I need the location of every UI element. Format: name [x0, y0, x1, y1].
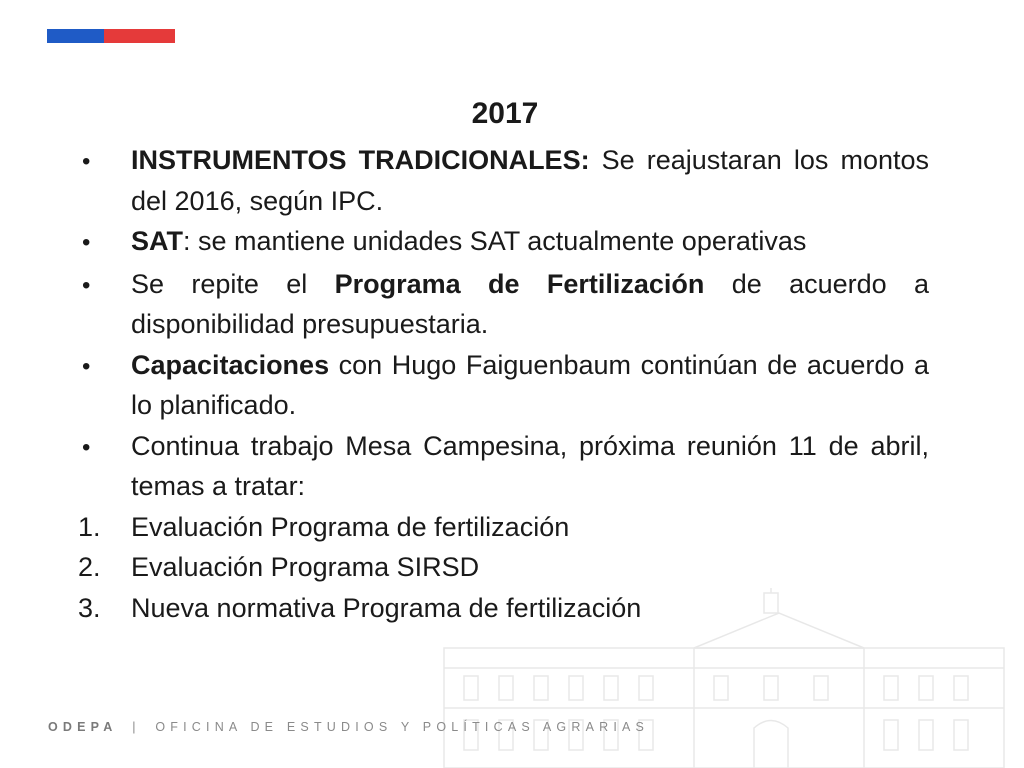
- footer-text: OFICINA DE ESTUDIOS Y POLÍTICAS AGRARIAS: [155, 720, 650, 734]
- bold-text: Programa de Fertilización: [334, 268, 705, 299]
- bold-text: INSTRUMENTOS TRADICIONALES:: [131, 145, 590, 175]
- list-number: 3.: [78, 592, 101, 623]
- list-item: [78, 140, 929, 221]
- list-item-text: [131, 345, 929, 426]
- bullet-dot-icon: •: [82, 352, 91, 380]
- list-item-text: [131, 547, 929, 588]
- list-item-text: [131, 588, 929, 629]
- bullet-dot-icon: •: [82, 433, 91, 461]
- text-run: Se reajustaran los montos del 2016, según IPC.: [131, 145, 929, 216]
- list-item-text: [131, 221, 929, 262]
- footer-brand: ODEPA: [48, 720, 118, 734]
- bullet-icon: [78, 264, 131, 307]
- bullet-dot-icon: •: [82, 148, 91, 175]
- flag-blue-bar: [47, 29, 104, 43]
- text-run: Evaluación Programa SIRSD: [131, 552, 480, 582]
- flag-red-bar: [104, 29, 175, 43]
- text-run: Nueva normativa Programa de fertilización: [131, 592, 642, 623]
- text-run: Evaluación Programa de fertilización: [131, 511, 570, 542]
- text-run: con Hugo Faiguenbaum continúan de acuerdo a lo planificado.: [131, 349, 929, 420]
- text-run: de acuerdo a disponibilidad presupuestaria.: [131, 268, 929, 339]
- text-run: Continua trabajo Mesa Campesina, próxima reunión 11 de abril, temas a tratar:: [131, 430, 929, 501]
- list-item: [78, 345, 929, 426]
- list-item: [78, 547, 929, 588]
- bullet-icon: [78, 140, 131, 183]
- bold-text: Capacitaciones: [131, 349, 330, 380]
- footer: [48, 720, 649, 734]
- bullet-dot-icon: •: [82, 229, 91, 256]
- list-item-text: [131, 140, 929, 221]
- flag-stripe: [47, 29, 175, 43]
- text-run: Se repite el: [131, 268, 335, 299]
- bullet-icon: [78, 426, 131, 469]
- slide-title: 2017: [471, 97, 539, 130]
- list-item: [78, 588, 929, 629]
- list-item: [78, 264, 929, 345]
- bullet-icon: [78, 221, 131, 264]
- bold-text: SAT: [131, 226, 183, 256]
- footer-separator: |: [132, 720, 141, 734]
- list-item-text: [131, 426, 929, 507]
- list-item: [78, 507, 929, 548]
- slide-bullet-list: [78, 140, 929, 628]
- bullet-dot-icon: •: [82, 271, 91, 299]
- bullet-icon: [78, 345, 131, 388]
- list-item-text: [131, 507, 929, 548]
- list-item-text: [131, 264, 929, 345]
- list-number: 2.: [78, 552, 101, 582]
- list-item: [78, 426, 929, 507]
- text-run: : se mantiene unidades SAT actualmente operativas: [183, 226, 807, 256]
- list-number: 1.: [78, 511, 101, 542]
- list-item: [78, 221, 929, 264]
